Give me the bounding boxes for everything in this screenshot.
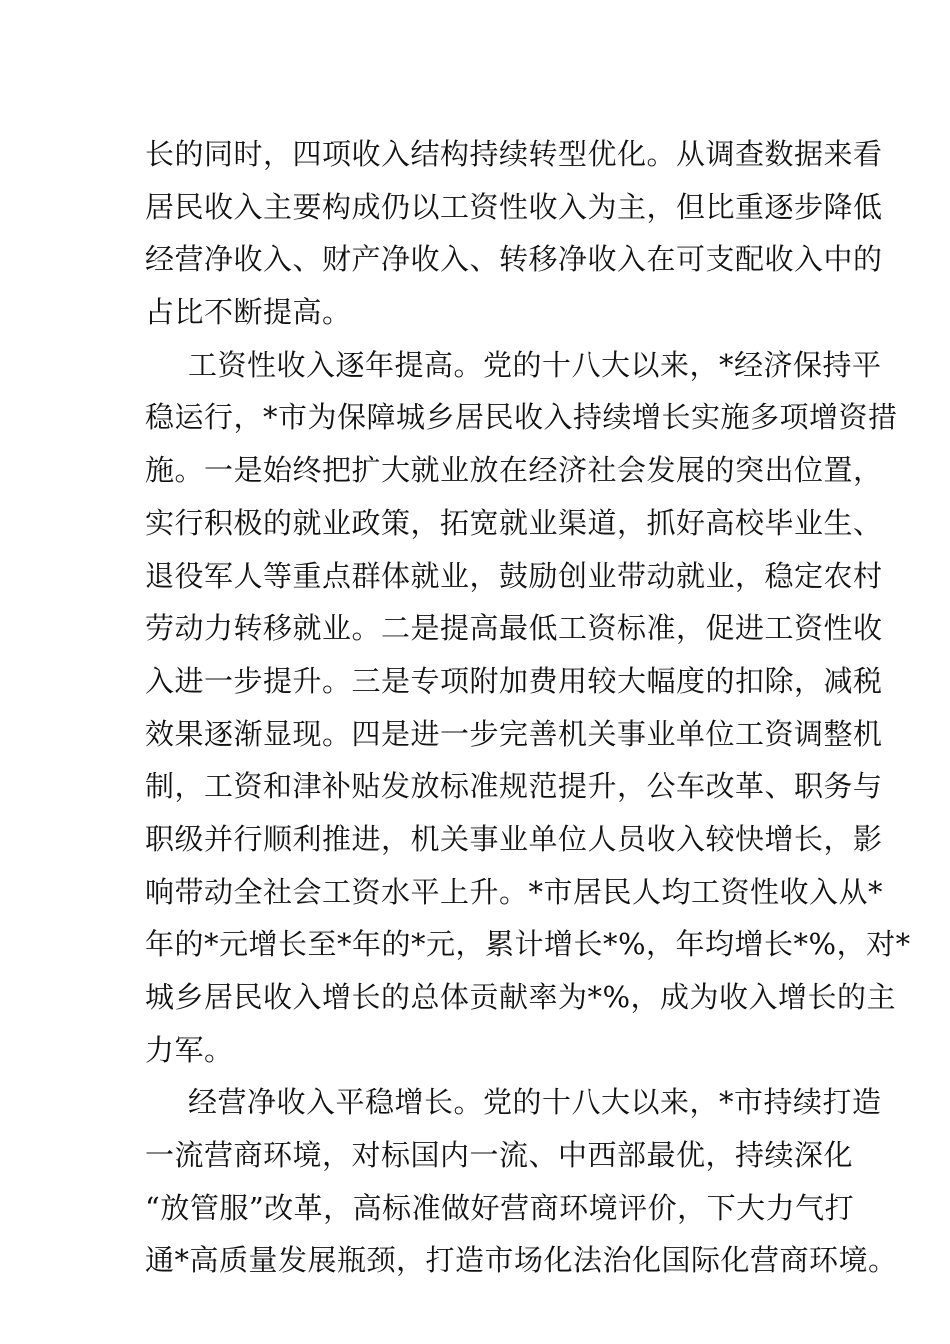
text-line: 通*高质量发展瓶颈，打造市场化法治化国际化营商环境。 [145,1243,898,1278]
text-line: 居民收入主要构成仍以工资性收入为主，但比重逐步降低 [145,189,883,224]
text-line: 退役军人等重点群体就业，鼓励创业带动就业，稳定农村 [145,558,883,593]
document-body [145,128,911,1287]
text-line: 稳运行，*市为保障城乡居民收入持续增长实施多项增资措 [145,400,898,435]
text-line: 力军。 [145,1032,234,1067]
text-line: 职级并行顺利推进，机关事业单位人员收入较快增长，影 [145,821,883,856]
text-line: 城乡居民收入增长的总体贡献率为*%，成为收入增长的主 [145,980,897,1014]
text-line: 一流营商环境，对标国内一流、中西部最优，持续深化 [145,1138,854,1173]
text-line: 实行积极的就业政策，拓宽就业渠道，抓好高校毕业生、 [145,505,883,540]
text-line: 劳动力转移就业。二是提高最低工资标准，促进工资性收 [145,611,883,646]
text-line: 占比不断提高。 [145,295,352,330]
paragraph-first-line: 经营净收入平稳增长。党的十八大以来，*市持续打造 [188,1085,882,1120]
text-line: 经营净收入、财产净收入、转移净收入在可支配收入中的 [145,242,883,277]
text-line: 入进一步提升。三是专项附加费用较大幅度的扣除，减税 [145,663,883,698]
text-line: 长的同时，四项收入结构持续转型优化。从调查数据来看 [145,137,883,171]
text-line: 施。一是始终把扩大就业放在经济社会发展的突出位置， [145,453,883,488]
text-line: 响带动全社会工资水平上升。*市居民人均工资性收入从* [145,874,884,909]
text-line: 年的*元增长至*年的*元，累计增长*%，年均增长*%，对* [145,927,911,962]
text-line: “放管服”改革，高标准做好营商环境评价，下大力气打 [145,1190,855,1225]
paragraph-first-line: 工资性收入逐年提高。党的十八大以来，*经济保持平 [188,347,882,382]
text-line: 制，工资和津补贴发放标准规范提升，公车改革、职务与 [145,769,883,804]
text-line: 效果逐渐显现。四是进一步完善机关事业单位工资调整机 [145,716,883,751]
